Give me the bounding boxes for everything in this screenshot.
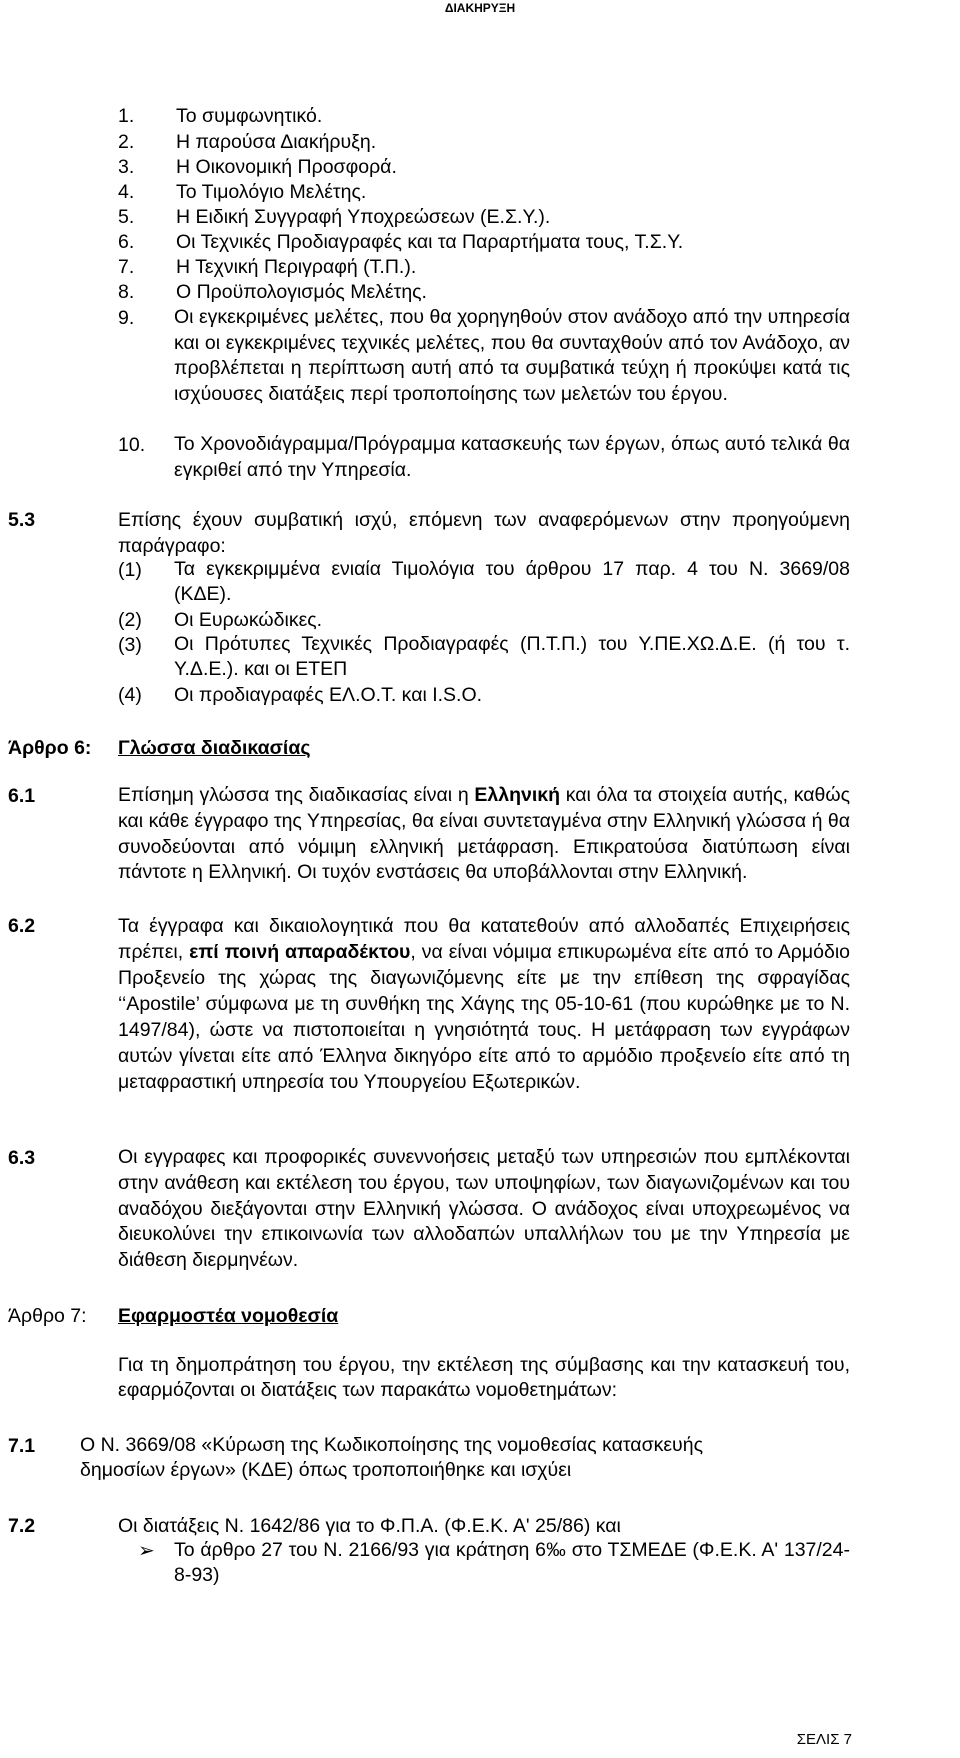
sub-item-text: Οι Πρότυπες Τεχνικές Προδιαγραφές (Π.Τ.Π.) του Υ.ΠΕ.ΧΩ.Δ.Ε. (ή του τ. Υ.Δ.Ε.). και οι ΕΤΕΠ bbox=[174, 633, 850, 680]
page-number: ΣΕΛΙΣ 7 bbox=[796, 1731, 852, 1748]
article-6-label: Άρθρο 6: bbox=[8, 737, 92, 759]
section-7-1-text: Ο Ν. 3669/08 «Κύρωση της Κωδικοποίησης της νομοθεσίας κατασκευής δημοσίων έργων» (ΚΔΕ) όπως τροποποιήθηκε και ισχύει bbox=[80, 1434, 703, 1481]
sub-item-number: (2) bbox=[118, 609, 142, 631]
section-number-6-2: 6.2 bbox=[8, 915, 36, 937]
section-7-2-bullet-text: Το άρθρο 27 του Ν. 2166/93 για κράτηση 6‰ στο ΤΣΜΕΔΕ (Φ.Ε.Κ. Α' 137/24-8-93) bbox=[174, 1539, 850, 1586]
sub-item-text: Οι προδιαγραφές ΕΛ.Ο.Τ. και I.S.O. bbox=[174, 684, 483, 706]
section-number-5-3: 5.3 bbox=[8, 509, 36, 531]
list-item-9-text: Οι εγκεκριμένες μελέτες, που θα χορηγηθούν στον ανάδοχο από την υπηρεσία και οι εγκεκριμένες τεχνικές μελέτες, που θα συνταχθούν από τον Ανάδοχο, αν προβλέπεται η περίπτωση αυτή από τα συμβατικά τεύχη ή προκύψει κατά τις ισχύουσες διατάξεις περί τροποποίησης των μελετών του έργου. bbox=[174, 306, 850, 405]
section-number-6-1: 6.1 bbox=[8, 785, 36, 807]
section-number-7-2: 7.2 bbox=[8, 1515, 36, 1537]
sub-item-text: Οι Ευρωκώδικες. bbox=[174, 609, 323, 631]
section-6-3-text: Οι εγγραφες και προφορικές συνεννοήσεις μεταξύ των υπηρεσιών που εμπλέκονται στην ανάθεση και εκτέλεση του έργου, των υποψηφίων, των διαγωνιζομένων και του αναδόχου διεξάγονται στην Ελληνική γλώσσα. Ο ανάδοχος είναι υποχρεωμένος να διευκολύνει την επικοινωνία των αλλοδαπών υπαλλήλων του με την Υπηρεσία με διάθεση διερμηνέων. bbox=[118, 1146, 850, 1272]
article-7-title: Εφαρμοστέα νομοθεσία bbox=[118, 1305, 339, 1327]
section-7-2-text: Οι διατάξεις Ν. 1642/86 για το Φ.Π.Α. (Φ.Ε.Κ. Α' 25/86) και bbox=[118, 1515, 621, 1537]
sub-item-text: Τα εγκεκριμμένα ενιαία Τιμολόγια του άρθρου 17 παρ. 4 του Ν. 3669/08 (ΚΔΕ). bbox=[174, 558, 850, 605]
page-header: ΔΙΑΚΗΡΥΞΗ bbox=[444, 1, 516, 15]
sub-item-number: (4) bbox=[118, 684, 142, 706]
sub-item-number: (1) bbox=[118, 559, 142, 581]
section-6-2-text: Τα έγγραφα και δικαιολογητικά που θα κατατεθούν από αλλοδαπές Επιχειρήσεις πρέπει, επί ποινή απαραδέκτου, να είναι νόμιμα επικυρωμένα είτε από το Αρμόδιο Προξενείο της χώρας της διαγωνιζόμενης είτε με την επίθεση της σφραγίδας ‘‘Apostile’ σύμφωνα με τη συνθήκη της Χάγης της 05-10-61 (που κυρώθηκε με το Ν. 1497/84), ώστε να πιστοποιείται η γνησιότητά τους. Η μετάφραση των εγγράφων αυτών γίνεται είτε από Έλληνα δικηγόρο είτε από το αρμόδιο προξενείο είτε από τη μεταφραστική υπηρεσία του Υπουργείου Εξωτερικών. bbox=[118, 915, 850, 1093]
section-6-1-text: Επίσημη γλώσσα της διαδικασίας είναι η Ελληνική και όλα τα στοιχεία αυτής, καθώς και κάθε έγγραφο της Υπηρεσίας, θα είναι συντεταγμένα στην Ελληνική γλώσσα ή θα συνοδεύονται από νόμιμη ελληνική μετάφραση. Επικρατούσα διατύπωση είναι πάντοτε η Ελληνική. Οι τυχόν ενστάσεις θα υποβάλλονται στην Ελληνική. bbox=[118, 784, 850, 884]
list-item-10-number: 10. bbox=[118, 434, 146, 456]
arrow-bullet-icon: ➢ bbox=[138, 1540, 155, 1562]
list-item-10-text: Το Χρονοδιάγραμμα/Πρόγραμμα κατασκευής των έργων, όπως αυτό τελικά θα εγκριθεί από την Υπηρεσία. bbox=[174, 433, 850, 481]
list-item-9-number: 9. bbox=[118, 307, 135, 329]
section-number-6-3: 6.3 bbox=[8, 1147, 36, 1169]
article-6-title: Γλώσσα διαδικασίας bbox=[118, 737, 311, 759]
article-7-label: Άρθρο 7: bbox=[8, 1305, 87, 1327]
sub-item-number: (3) bbox=[118, 634, 142, 656]
article-7-intro: Για τη δημοπράτηση του έργου, την εκτέλεση της σύμβασης και την κατασκευή του, εφαρμόζονται οι διατάξεις των παρακάτω νομοθετημάτων: bbox=[118, 1354, 850, 1401]
emphasis-greek: Ελληνική bbox=[474, 784, 561, 806]
section-number-7-1: 7.1 bbox=[8, 1435, 36, 1457]
emphasis-penalty: επί ποινή απαραδέκτου bbox=[189, 941, 411, 963]
section-5-3-intro: Επίσης έχουν συμβατική ισχύ, επόμενη των αναφερόμενων στην προηγούμενη παράγραφο: bbox=[118, 509, 850, 557]
